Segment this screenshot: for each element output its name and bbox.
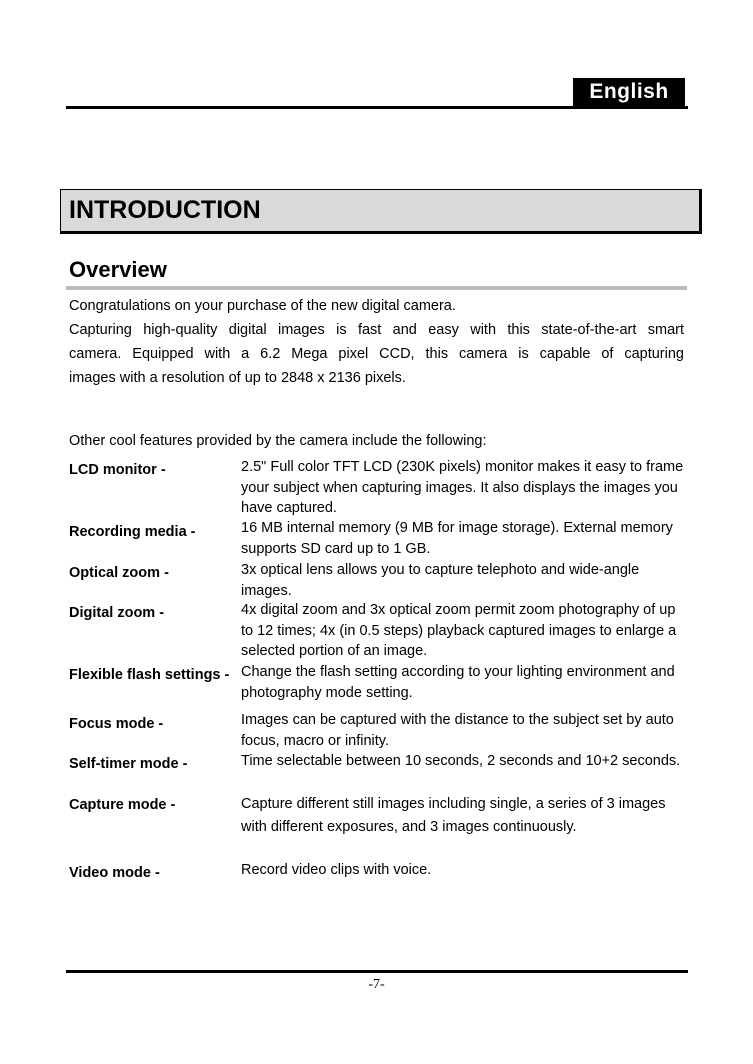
feature-label-optical-zoom: Optical zoom - bbox=[69, 565, 169, 581]
feature-label-lcd: LCD monitor - bbox=[69, 462, 166, 478]
feature-desc-self-timer: Time selectable between 10 seconds, 2 seconds and 10+2 seconds. bbox=[241, 753, 681, 769]
intro-paragraph-2 bbox=[69, 318, 684, 390]
subsection-title: Overview bbox=[69, 257, 167, 282]
feature-desc-focus: Images can be captured with the distance to the subject set by auto focus, macro or infinity. bbox=[241, 712, 674, 749]
intro-p2-line-3: images with a resolution of up to 2848 x 2136 pixels. bbox=[69, 370, 406, 386]
feature-desc-optical-zoom: 3x optical lens allows you to capture telephoto and wide-angle images. bbox=[241, 562, 640, 599]
feature-label-focus: Focus mode - bbox=[69, 716, 164, 732]
feature-desc-flash: Change the flash setting according to your lighting environment and photography mode setting. bbox=[241, 664, 675, 701]
features-intro: Other cool features provided by the camera include the following: bbox=[69, 433, 487, 449]
section-title: INTRODUCTION bbox=[69, 196, 261, 224]
language-tag: English bbox=[573, 78, 685, 106]
feature-desc-video: Record video clips with voice. bbox=[241, 862, 432, 878]
subsection-rule bbox=[66, 286, 687, 290]
feature-desc-digital-zoom: 4x digital zoom and 3x optical zoom permit zoom photography of up to 12 times; 4x (in 0.5 steps) playback captured images to enlarge a selected portion of an image. bbox=[241, 602, 677, 659]
section-title-box bbox=[60, 189, 702, 234]
feature-label-flash: Flexible flash settings - bbox=[69, 667, 230, 683]
intro-p2-line-2: camera. Equipped with a 6.2 Mega pixel CCD, this camera is capable of capturing bbox=[69, 346, 684, 362]
intro-line-1: Congratulations on your purchase of the new digital camera. bbox=[69, 298, 456, 314]
feature-label-digital-zoom: Digital zoom - bbox=[69, 605, 165, 621]
feature-desc-lcd: 2.5" Full color TFT LCD (230K pixels) monitor makes it easy to frame your subject when capturing images. It also displays the images you have captured. bbox=[241, 459, 684, 516]
intro-p2-line-1: Capturing high-quality digital images is fast and easy with this state-of-the-art smart bbox=[69, 322, 684, 338]
footer-rule bbox=[66, 970, 688, 973]
feature-label-self-timer: Self-timer mode - bbox=[69, 756, 188, 772]
header-rule bbox=[66, 106, 688, 109]
feature-desc-recording: 16 MB internal memory (9 MB for image storage). External memory supports SD card up to 1 GB. bbox=[241, 520, 673, 557]
feature-label-video: Video mode - bbox=[69, 865, 160, 881]
feature-desc-capture: Capture different still images including single, a series of 3 images with different exposures, and 3 images continuously. bbox=[241, 796, 666, 835]
page-number: -7- bbox=[368, 977, 385, 992]
feature-label-recording: Recording media - bbox=[69, 524, 196, 540]
feature-label-capture: Capture mode - bbox=[69, 797, 176, 813]
